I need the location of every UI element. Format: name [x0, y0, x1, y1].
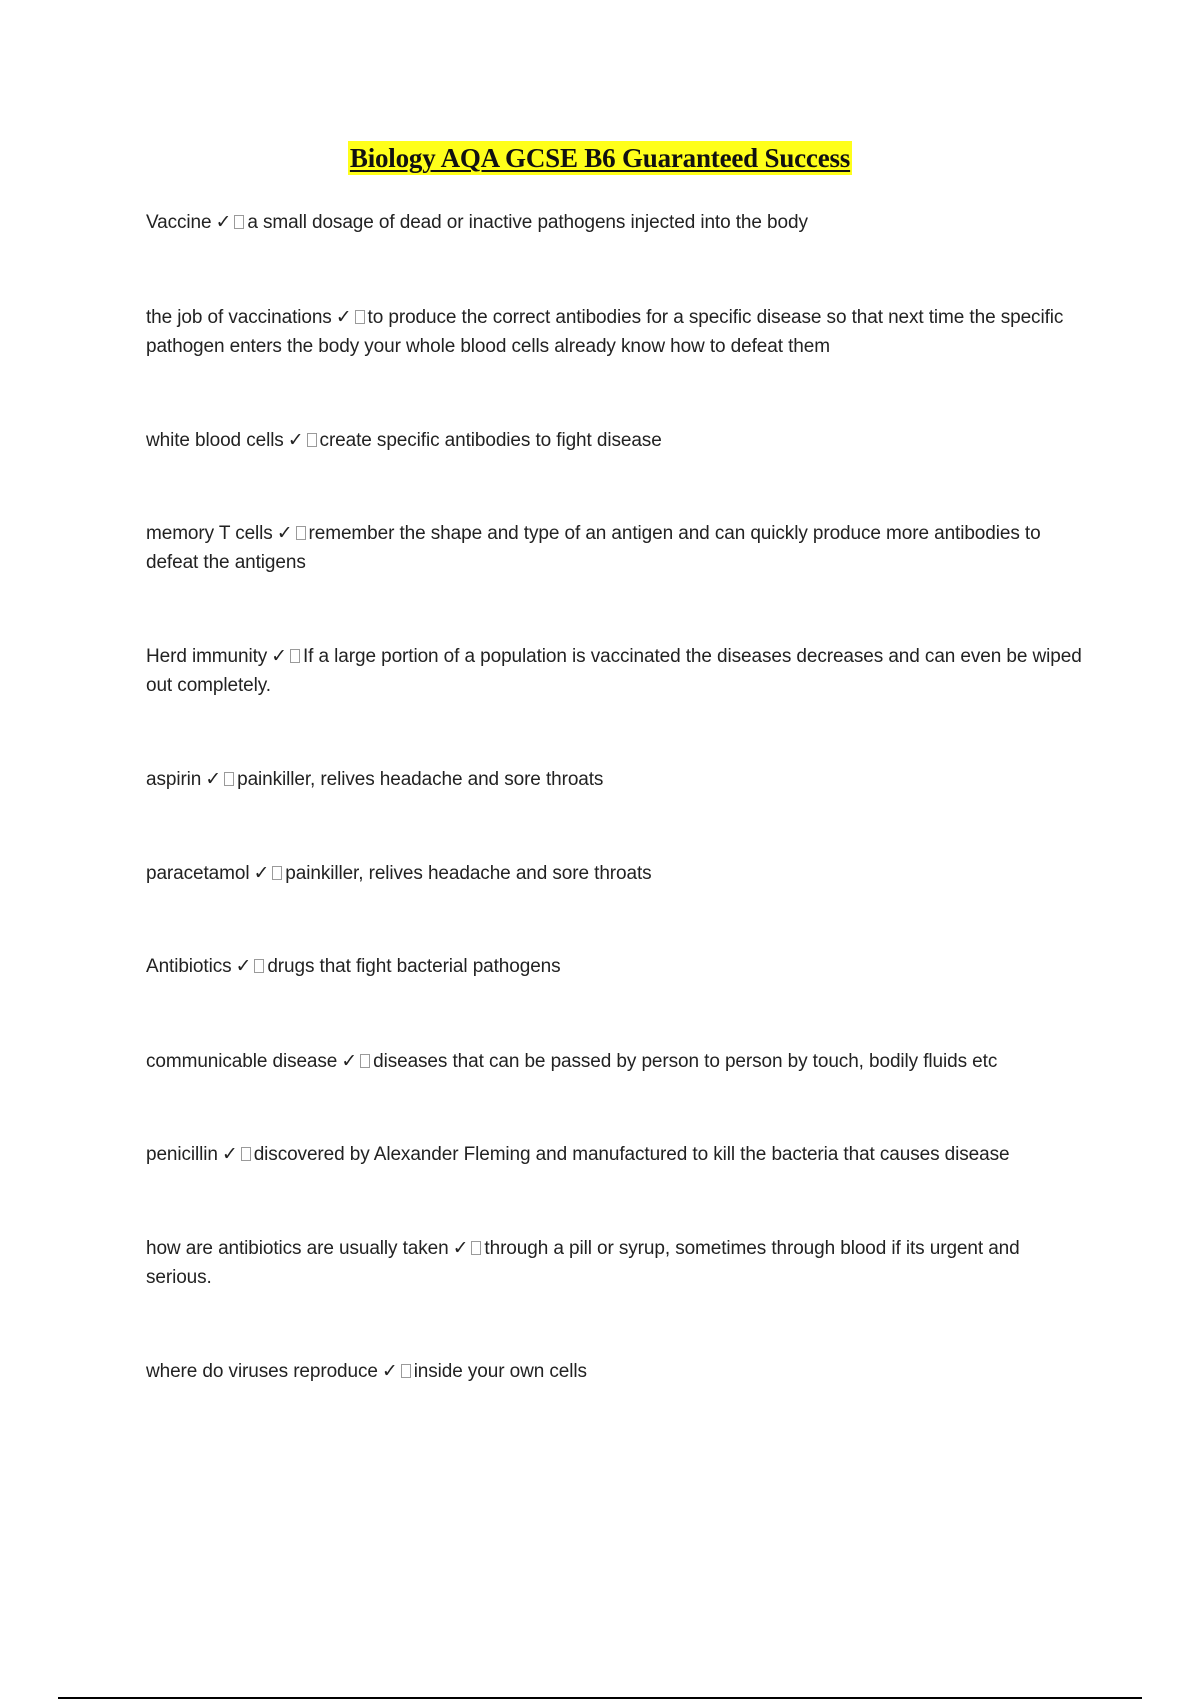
entry-term: penicillin: [146, 1144, 218, 1165]
check-icon: ✓: [235, 955, 252, 977]
missing-glyph-box-icon: [290, 649, 300, 663]
list-item: [146, 765, 1086, 794]
list-item: [146, 642, 1086, 700]
list-item: [146, 952, 1086, 981]
missing-glyph-box-icon: [471, 1241, 481, 1255]
check-icon: ✓: [287, 429, 304, 451]
entry-term: how are antibiotics are usually taken: [146, 1238, 449, 1259]
check-icon: ✓: [215, 211, 232, 233]
missing-glyph-box-icon: [296, 526, 306, 540]
entry-definition: discovered by Alexander Fleming and manufactured to kill the bacteria that causes disease: [253, 1144, 1010, 1165]
entry-definition: a small dosage of dead or inactive pathogens injected into the body: [247, 212, 808, 233]
entry-definition: to produce the correct antibodies for a specific disease so that next time the specific pathogen enters the body your whole blood cells already know how to defeat them: [146, 307, 1064, 357]
list-item: [146, 208, 1086, 237]
entry-definition: remember the shape and type of an antigen and can quickly produce more antibodies to defeat the antigens: [146, 523, 1041, 573]
list-item: [146, 859, 1086, 888]
missing-glyph-box-icon: [307, 433, 317, 447]
check-icon: ✓: [271, 645, 287, 667]
entry-definition: painkiller, relives headache and sore throats: [237, 769, 604, 790]
entry-definition: create specific antibodies to fight disease: [319, 430, 662, 451]
entry-term: paracetamol: [146, 863, 250, 884]
check-icon: ✓: [205, 768, 222, 790]
check-icon: ✓: [221, 1143, 238, 1165]
footer-divider: [58, 1697, 1142, 1699]
title-container: [0, 141, 1200, 175]
list-item: [146, 426, 1086, 455]
entry-term: white blood cells: [146, 430, 284, 451]
missing-glyph-box-icon: [360, 1054, 370, 1068]
missing-glyph-box-icon: [401, 1364, 411, 1378]
missing-glyph-box-icon: [355, 310, 365, 324]
list-item: [146, 303, 1086, 361]
entry-definition: inside your own cells: [413, 1361, 587, 1382]
entry-definition: painkiller, relives headache and sore throats: [285, 863, 652, 884]
check-icon: ✓: [253, 862, 270, 884]
entry-definition: drugs that fight bacterial pathogens: [267, 956, 561, 977]
entry-definition: If a large portion of a population is vaccinated the diseases decreases and can even be wiped out completely.: [146, 646, 1082, 696]
check-icon: ✓: [452, 1237, 469, 1259]
check-icon: ✓: [381, 1360, 398, 1382]
missing-glyph-box-icon: [272, 866, 282, 880]
list-item: [146, 1047, 1086, 1076]
missing-glyph-box-icon: [234, 215, 244, 229]
entry-definition: diseases that can be passed by person to person by touch, bodily fluids etc: [373, 1051, 998, 1072]
check-icon: ✓: [335, 306, 352, 328]
check-icon: ✓: [276, 522, 293, 544]
entry-definition: through a pill or syrup, sometimes through blood if its urgent and serious.: [146, 1238, 1020, 1288]
entry-term: the job of vaccinations: [146, 307, 332, 328]
missing-glyph-box-icon: [254, 959, 264, 973]
entry-term: memory T cells: [146, 523, 273, 544]
entry-term: aspirin: [146, 769, 202, 790]
list-item: [146, 1357, 1086, 1386]
list-item: [146, 1140, 1086, 1169]
list-item: [146, 1234, 1086, 1292]
entry-term: where do viruses reproduce: [146, 1361, 378, 1382]
list-item: [146, 519, 1086, 577]
check-icon: ✓: [341, 1050, 358, 1072]
entry-term: Antibiotics: [146, 956, 232, 977]
document-title: Biology AQA GCSE B6 Guaranteed Success: [349, 143, 851, 173]
missing-glyph-box-icon: [224, 772, 234, 786]
entry-term: communicable disease: [146, 1051, 338, 1072]
entry-term: Vaccine: [146, 212, 212, 233]
entry-term: Herd immunity: [146, 646, 268, 667]
missing-glyph-box-icon: [241, 1147, 251, 1161]
